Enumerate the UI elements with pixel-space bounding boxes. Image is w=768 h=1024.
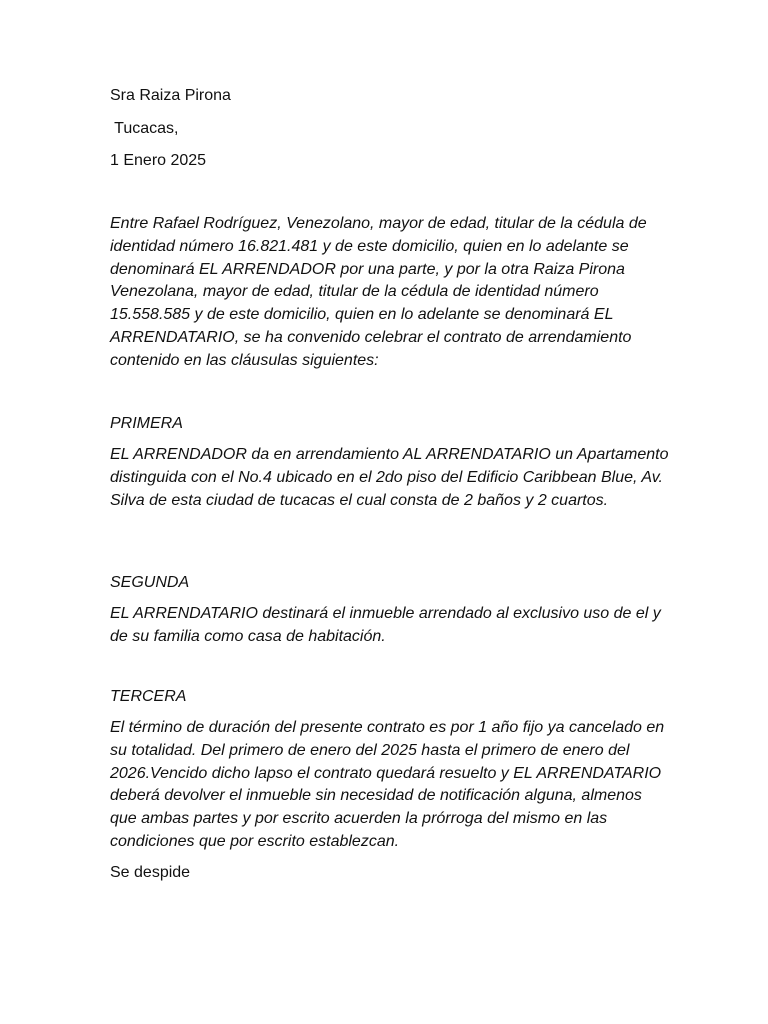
date-line: 1 Enero 2025 xyxy=(110,152,207,169)
city-line: Tucacas, xyxy=(110,120,179,137)
clause-title-tercera: TERCERA xyxy=(110,688,187,705)
clause-text-segunda: EL ARRENDATARIO destinará el inmueble arrendado al exclusivo uso de el y de su familia como casa de habitación. xyxy=(110,605,661,645)
recipient-name: Sra Raiza Pirona xyxy=(110,87,231,104)
clause-text-primera: EL ARRENDADOR da en arrendamiento AL ARRENDATARIO un Apartamento distinguida con el No.4 ubicado en el 2do piso del Edificio Caribbean Blue, Av. Silva de esta ciudad de tucacas el cual consta de 2 baños y 2 cuartos. xyxy=(110,446,669,509)
intro-paragraph: Entre Rafael Rodríguez, Venezolano, mayor de edad, titular de la cédula de identidad número 16.821.481 y de este domicilio, quien en lo adelante se denominará EL ARRENDADOR por una parte, y por la otra Raiza Pirona Venezolana, mayor de edad, titular de la cédula de identidad número 15.558.585 y de este domicilio, quien en lo adelante se denominará EL ARRENDATARIO, se ha convenido celebrar el contrato de arrendamiento contenido en las cláusulas siguientes: xyxy=(110,215,647,369)
closing-line: Se despide xyxy=(110,864,191,881)
clause-title-primera: PRIMERA xyxy=(110,415,183,432)
clause-text-tercera: El término de duración del presente contrato es por 1 año fijo ya cancelado en su totalidad. Del primero de enero del 2025 hasta el primero de enero del 2026.Vencido dicho lapso el contrato quedará resuelto y EL ARRENDATARIO deberá devolver el inmueble sin necesidad de notificación alguna, almenos que ambas partes y por escrito acuerden la prórroga del mismo en las condiciones que por escrito establezcan. xyxy=(110,719,665,850)
clause-title-segunda: SEGUNDA xyxy=(110,574,190,591)
